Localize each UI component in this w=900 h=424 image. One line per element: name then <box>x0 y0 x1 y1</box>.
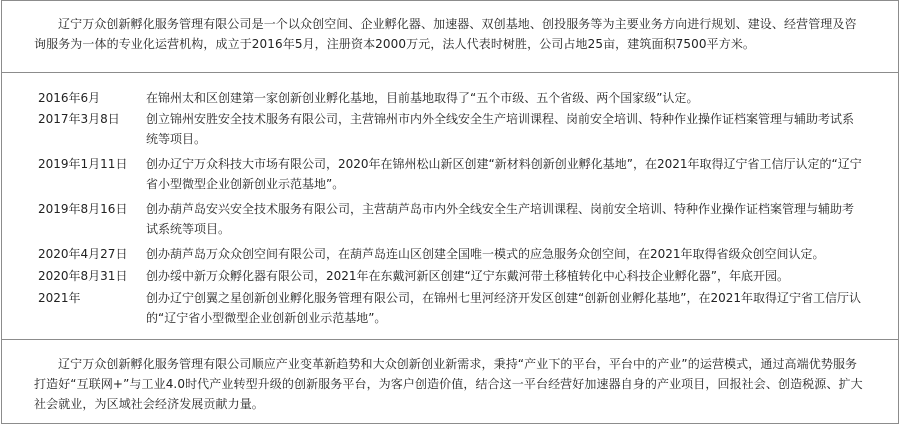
timeline-text: 创办葫芦岛万众众创空间有限公司，在葫芦岛连山区创建全国唯一模式的应急服务众创空间，在2021年取得省级众创空间认定。 <box>146 247 825 261</box>
timeline-text: 创办绥中新万众孵化器有限公司，2021年在东戴河新区创建“辽宁东戴河带土移植转化中心科技企业孵化器”，年底开园。 <box>146 269 789 283</box>
timeline-date: 2017年3月8日 <box>38 112 120 126</box>
timeline-text: 创办辽宁创翼之星创新创业孵化服务管理有限公司，在锦州七里河经济开发区创建“创新创业孵化基地”，在2021年取得辽宁省工信厅认的“辽宁省小型微型企业创新创业示范基地”。 <box>146 291 861 325</box>
timeline-date: 2019年1月11日 <box>38 157 128 171</box>
timeline-text: 创立锦州安胜安全技术服务有限公司，主营锦州市内外全线安全生产培训课程、岗前安全培训、特种作业操作证档案管理与辅助考试系统等项目。 <box>146 112 855 146</box>
timeline-text: 在锦州太和区创建第一家创新创业孵化基地，目前基地取得了“五个市级、五个省级、两个国家级”认定。 <box>146 91 699 105</box>
timeline-date: 2016年6月 <box>38 91 101 105</box>
timeline-date: 2020年4月27日 <box>38 247 128 261</box>
timeline-section <box>2 73 898 340</box>
company-intro-paragraph: 辽宁万众创新孵化服务管理有限公司是一个以众创空间、企业孵化器、加速器、双创基地、创投服务等为主要业务方向进行规划、建设、经营管理及咨询服务为一体的专业化运营机构，成立于2016年5月，注册资本2000万元，法人代表时树胜，公司占地25亩，建筑面积7500平方米。 <box>34 17 857 51</box>
timeline-date: 2020年8月31日 <box>38 269 128 283</box>
company-mission-section <box>2 340 898 424</box>
timeline-date: 2019年8月16日 <box>38 202 128 216</box>
timeline-date: 2021年 <box>38 291 81 305</box>
content-frame <box>1 0 899 424</box>
timeline-text: 创办葫芦岛安兴安全技术服务有限公司，主营葫芦岛市内外全线安全生产培训课程、岗前安全培训、特种作业操作证档案管理与辅助考试系统等项目。 <box>146 202 855 236</box>
company-mission-paragraph: 辽宁万众创新孵化服务管理有限公司顺应产业变革新趋势和大众创新创业新需求，秉持“产业下的平台，平台中的产业”的运营模式，通过高端优势服务打造好“互联网+”与工业4.0时代产业转型升级的创新服务平台，为客户创造价值，结合这一平台经营好加速器自身的产业项目，回报社会、创造税源、扩大社会就业，为区域社会经济发展贡献力量。 <box>34 357 863 411</box>
timeline-text: 创办辽宁万众科技大市场有限公司，2020年在锦州松山新区创建“新材料创新创业孵化基地”，在2021年取得辽宁省工信厅认定的“辽宁省小型微型企业创新创业示范基地”。 <box>146 157 862 191</box>
company-intro-section <box>2 1 898 73</box>
